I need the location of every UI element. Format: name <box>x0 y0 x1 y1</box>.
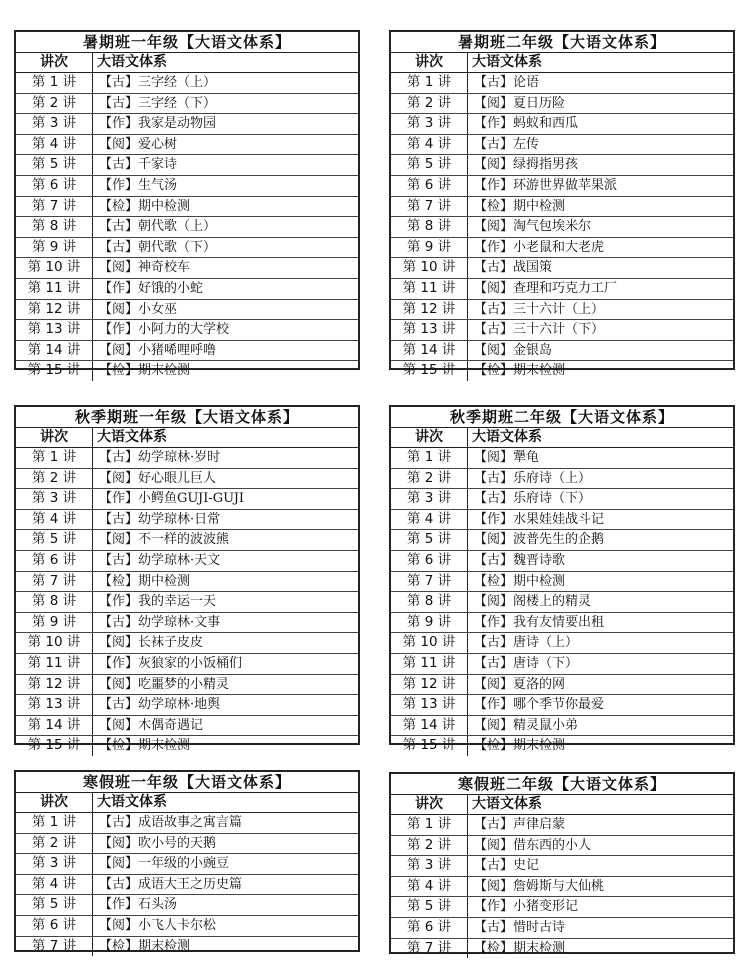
lecture-number: 第 13 讲 <box>391 695 468 715</box>
lecture-content: 【检】期末检测 <box>99 738 191 754</box>
table-body <box>16 448 358 756</box>
lecture-number: 第 6 讲 <box>16 551 93 571</box>
table-row <box>16 176 358 197</box>
curriculum-table-winter-grade1 <box>14 770 360 952</box>
table-row <box>391 94 733 115</box>
lecture-number: 第 7 讲 <box>391 572 468 592</box>
lecture-content: 【检】期末检测 <box>99 363 191 379</box>
table-row <box>16 633 358 654</box>
lecture-content: 【检】期末检测 <box>474 940 566 956</box>
lecture-content: 【阅】犟龟 <box>474 450 540 465</box>
table-header <box>391 795 733 815</box>
lecture-number: 第 2 讲 <box>16 834 93 854</box>
lecture-number: 第 1 讲 <box>391 448 468 468</box>
table-row <box>391 73 733 94</box>
lecture-content: 【古】唐诗（下） <box>474 655 579 671</box>
table-row <box>16 361 358 381</box>
table-header <box>16 53 358 73</box>
table-row <box>391 469 733 490</box>
lecture-number: 第 4 讲 <box>391 877 468 897</box>
column-header-lecture: 讲次 <box>391 53 468 72</box>
table-row <box>16 448 358 469</box>
table-row <box>391 856 733 877</box>
lecture-number: 第 8 讲 <box>391 592 468 612</box>
lecture-number: 第 10 讲 <box>391 633 468 653</box>
lecture-content: 【古】唐诗（上） <box>474 635 579 651</box>
lecture-content: 【检】期中检测 <box>474 573 566 589</box>
table-row <box>391 448 733 469</box>
lecture-content: 【作】环游世界做苹果派 <box>474 177 618 193</box>
table-row <box>16 94 358 115</box>
table-row <box>16 916 358 937</box>
lecture-content: 【古】左传 <box>474 136 540 152</box>
lecture-content: 【作】石头汤 <box>99 897 178 913</box>
lecture-content: 【作】小猪变形记 <box>474 899 579 915</box>
table-row <box>391 939 733 959</box>
lecture-number: 第 5 讲 <box>16 155 93 175</box>
lecture-number: 第 2 讲 <box>391 469 468 489</box>
table-row <box>16 854 358 875</box>
table-row <box>391 258 733 279</box>
table-row <box>391 197 733 218</box>
table-row <box>391 716 733 737</box>
table-row <box>391 815 733 836</box>
lecture-content: 【检】期末检测 <box>474 738 566 754</box>
table-row <box>16 592 358 613</box>
lecture-number: 第 5 讲 <box>391 530 468 550</box>
lecture-content: 【阅】波普先生的企鹅 <box>474 532 605 548</box>
lecture-number: 第 13 讲 <box>16 320 93 340</box>
lecture-number: 第 15 讲 <box>391 361 468 381</box>
lecture-content: 【阅】夏洛的网 <box>474 676 566 692</box>
lecture-number: 第 7 讲 <box>16 572 93 592</box>
table-row <box>16 895 358 916</box>
curriculum-table-winter-grade2 <box>389 772 735 954</box>
table-row <box>391 633 733 654</box>
table-header <box>16 793 358 813</box>
table-row <box>391 613 733 634</box>
lecture-content: 【阅】木偶奇遇记 <box>99 717 204 733</box>
lecture-content: 【阅】小女巫 <box>99 301 178 317</box>
table-row <box>16 73 358 94</box>
lecture-number: 第 3 讲 <box>16 854 93 874</box>
table-row <box>391 320 733 341</box>
lecture-number: 第 13 讲 <box>391 320 468 340</box>
lecture-content: 【阅】神奇校车 <box>99 260 191 276</box>
table-row <box>16 551 358 572</box>
column-header-content: 大语文体系 <box>97 794 167 810</box>
lecture-number: 第 13 讲 <box>16 695 93 715</box>
lecture-number: 第 3 讲 <box>391 856 468 876</box>
table-row <box>16 572 358 593</box>
lecture-content: 【古】朝代歌（下） <box>99 239 217 255</box>
table-header <box>391 53 733 73</box>
table-row <box>16 469 358 490</box>
lecture-content: 【古】幼学琼林·日常 <box>99 511 221 527</box>
lecture-content: 【古】三十六计（下） <box>474 322 605 338</box>
curriculum-table-summer-grade1 <box>14 30 360 379</box>
table-row <box>391 572 733 593</box>
lecture-number: 第 1 讲 <box>16 448 93 468</box>
column-header-content: 大语文体系 <box>472 429 542 445</box>
table-row <box>16 695 358 716</box>
table-row <box>16 341 358 362</box>
table-title: 寒假班二年级【大语文体系】 <box>391 774 733 795</box>
lecture-content: 【阅】淘气包埃米尔 <box>474 219 592 235</box>
lecture-content: 【作】灰狼家的小饭桶们 <box>99 655 243 671</box>
table-row <box>391 695 733 716</box>
table-row <box>391 176 733 197</box>
lecture-content: 【古】三字经（下） <box>99 95 217 111</box>
lecture-content: 【检】期末检测 <box>99 938 191 954</box>
table-row <box>16 238 358 259</box>
lecture-number: 第 6 讲 <box>16 916 93 936</box>
lecture-number: 第 3 讲 <box>391 114 468 134</box>
column-header-content: 大语文体系 <box>97 429 167 445</box>
table-body <box>16 73 358 381</box>
lecture-content: 【作】小鳄鱼GUJI-GUJI <box>99 491 245 507</box>
lecture-content: 【作】哪个季节你最爱 <box>474 697 605 713</box>
curriculum-table-summer-grade2 <box>389 30 735 379</box>
table-row <box>16 258 358 279</box>
table-row <box>16 530 358 551</box>
table-title: 暑期班一年级【大语文体系】 <box>16 32 358 53</box>
lecture-content: 【古】幼学琼林·岁时 <box>99 450 221 465</box>
table-title: 秋季期班一年级【大语文体系】 <box>16 407 358 428</box>
lecture-number: 第 9 讲 <box>391 238 468 258</box>
lecture-content: 【作】生气汤 <box>99 177 178 193</box>
lecture-content: 【作】小老鼠和大老虎 <box>474 239 605 255</box>
lecture-content: 【作】我的幸运一天 <box>99 594 217 610</box>
table-row <box>16 135 358 156</box>
lecture-number: 第 8 讲 <box>16 217 93 237</box>
table-row <box>16 217 358 238</box>
lecture-content: 【古】三字经（上） <box>99 75 217 90</box>
table-row <box>16 320 358 341</box>
table-row <box>391 675 733 696</box>
column-header-lecture: 讲次 <box>16 53 93 72</box>
table-row <box>391 361 733 381</box>
table-title: 暑期班二年级【大语文体系】 <box>391 32 733 53</box>
curriculum-table-autumn-grade2 <box>389 405 735 754</box>
lecture-number: 第 6 讲 <box>391 176 468 196</box>
table-row <box>391 341 733 362</box>
lecture-number: 第 12 讲 <box>391 675 468 695</box>
lecture-content: 【作】小阿力的大学校 <box>99 322 230 338</box>
lecture-number: 第 2 讲 <box>391 94 468 114</box>
lecture-content: 【古】乐府诗（下） <box>474 491 592 507</box>
lecture-number: 第 5 讲 <box>16 530 93 550</box>
lecture-content: 【阅】一年级的小豌豆 <box>99 856 230 872</box>
table-title: 秋季期班二年级【大语文体系】 <box>391 407 733 428</box>
table-body <box>391 73 733 381</box>
table-row <box>391 135 733 156</box>
table-row <box>16 279 358 300</box>
table-row <box>391 155 733 176</box>
table-header <box>391 428 733 448</box>
lecture-number: 第 1 讲 <box>391 73 468 93</box>
table-body <box>391 448 733 756</box>
table-row <box>391 897 733 918</box>
table-row <box>391 736 733 756</box>
lecture-number: 第 11 讲 <box>16 279 93 299</box>
table-row <box>16 834 358 855</box>
lecture-content: 【阅】小飞人卡尔松 <box>99 917 217 933</box>
lecture-content: 【作】蚂蚁和西瓜 <box>474 116 579 132</box>
lecture-number: 第 6 讲 <box>16 176 93 196</box>
lecture-content: 【古】成语故事之寓言篇 <box>99 815 243 830</box>
column-header-lecture: 讲次 <box>391 795 468 814</box>
lecture-content: 【古】成语大王之历史篇 <box>99 876 243 892</box>
curriculum-table-autumn-grade1 <box>14 405 360 754</box>
lecture-number: 第 7 讲 <box>16 197 93 217</box>
column-header-lecture: 讲次 <box>16 793 93 812</box>
lecture-content: 【阅】金银岛 <box>474 342 553 358</box>
lecture-content: 【古】幼学琼林·地舆 <box>99 697 221 713</box>
column-header-lecture: 讲次 <box>391 428 468 447</box>
table-row <box>16 675 358 696</box>
lecture-content: 【阅】长袜子皮皮 <box>99 635 204 651</box>
lecture-number: 第 14 讲 <box>391 716 468 736</box>
lecture-number: 第 14 讲 <box>16 341 93 361</box>
lecture-content: 【古】论语 <box>474 75 540 90</box>
lecture-number: 第 7 讲 <box>391 939 468 959</box>
lecture-number: 第 1 讲 <box>391 815 468 835</box>
table-header <box>16 428 358 448</box>
lecture-number: 第 6 讲 <box>391 918 468 938</box>
lecture-number: 第 4 讲 <box>391 135 468 155</box>
table-row <box>391 489 733 510</box>
lecture-content: 【阅】查理和巧克力工厂 <box>474 280 618 296</box>
table-row <box>16 716 358 737</box>
lecture-number: 第 10 讲 <box>16 258 93 278</box>
lecture-content: 【阅】夏日历险 <box>474 95 566 111</box>
table-row <box>391 510 733 531</box>
lecture-number: 第 12 讲 <box>16 300 93 320</box>
lecture-content: 【作】我家是动物园 <box>99 116 217 132</box>
lecture-number: 第 10 讲 <box>16 633 93 653</box>
table-row <box>16 155 358 176</box>
table-row <box>16 489 358 510</box>
lecture-number: 第 5 讲 <box>391 155 468 175</box>
table-row <box>16 510 358 531</box>
lecture-number: 第 10 讲 <box>391 258 468 278</box>
lecture-number: 第 7 讲 <box>16 937 93 957</box>
lecture-content: 【古】战国策 <box>474 260 553 276</box>
lecture-number: 第 5 讲 <box>391 897 468 917</box>
lecture-content: 【古】魏晋诗歌 <box>474 552 566 568</box>
lecture-number: 第 6 讲 <box>391 551 468 571</box>
table-row <box>391 592 733 613</box>
lecture-content: 【古】朝代歌（上） <box>99 219 217 235</box>
table-row <box>16 937 358 957</box>
lecture-number: 第 2 讲 <box>391 836 468 856</box>
lecture-number: 第 3 讲 <box>16 114 93 134</box>
table-title: 寒假班一年级【大语文体系】 <box>16 772 358 793</box>
lecture-number: 第 9 讲 <box>16 238 93 258</box>
lecture-number: 第 5 讲 <box>16 895 93 915</box>
lecture-content: 【检】期中检测 <box>99 573 191 589</box>
lecture-content: 【古】乐府诗（上） <box>474 470 592 486</box>
lecture-number: 第 15 讲 <box>16 361 93 381</box>
column-header-content: 大语文体系 <box>472 796 542 812</box>
table-row <box>391 279 733 300</box>
lecture-content: 【古】幼学琼林·文事 <box>99 614 221 630</box>
lecture-number: 第 14 讲 <box>391 341 468 361</box>
lecture-number: 第 8 讲 <box>16 592 93 612</box>
lecture-content: 【古】史记 <box>474 858 540 874</box>
lecture-content: 【检】期中检测 <box>474 198 566 214</box>
column-header-lecture: 讲次 <box>16 428 93 447</box>
lecture-content: 【作】我有友情要出租 <box>474 614 605 630</box>
table-row <box>16 736 358 756</box>
lecture-content: 【阅】爱心树 <box>99 136 178 152</box>
lecture-number: 第 4 讲 <box>16 135 93 155</box>
lecture-content: 【阅】阁楼上的精灵 <box>474 594 592 610</box>
table-row <box>16 613 358 634</box>
lecture-content: 【作】水果娃娃战斗记 <box>474 511 605 527</box>
lecture-content: 【阅】詹姆斯与大仙桃 <box>474 878 605 894</box>
table-row <box>16 813 358 834</box>
lecture-content: 【作】好饿的小蛇 <box>99 280 204 296</box>
column-header-content: 大语文体系 <box>472 54 542 70</box>
lecture-content: 【古】惜时古诗 <box>474 919 566 935</box>
table-row <box>391 836 733 857</box>
table-row <box>391 918 733 939</box>
lecture-number: 第 12 讲 <box>16 675 93 695</box>
lecture-content: 【古】千家诗 <box>99 157 178 173</box>
lecture-content: 【古】幼学琼林·天文 <box>99 552 221 568</box>
lecture-number: 第 9 讲 <box>16 613 93 633</box>
lecture-number: 第 3 讲 <box>16 489 93 509</box>
table-row <box>391 238 733 259</box>
lecture-content: 【阅】吹小号的天鹅 <box>99 835 217 851</box>
lecture-content: 【阅】不一样的波波熊 <box>99 532 230 548</box>
table-row <box>391 551 733 572</box>
table-row <box>16 875 358 896</box>
table-row <box>16 654 358 675</box>
lecture-content: 【检】期中检测 <box>99 198 191 214</box>
lecture-content: 【古】声律启蒙 <box>474 817 566 832</box>
table-row <box>16 300 358 321</box>
lecture-content: 【检】期末检测 <box>474 363 566 379</box>
lecture-number: 第 15 讲 <box>391 736 468 756</box>
lecture-number: 第 2 讲 <box>16 469 93 489</box>
table-row <box>391 654 733 675</box>
lecture-number: 第 8 讲 <box>391 217 468 237</box>
lecture-number: 第 1 讲 <box>16 73 93 93</box>
table-row <box>391 877 733 898</box>
lecture-content: 【阅】借东西的小人 <box>474 837 592 853</box>
lecture-content: 【阅】好心眼儿巨人 <box>99 470 217 486</box>
lecture-number: 第 4 讲 <box>16 510 93 530</box>
lecture-number: 第 1 讲 <box>16 813 93 833</box>
table-row <box>391 530 733 551</box>
table-row <box>391 300 733 321</box>
lecture-number: 第 11 讲 <box>391 654 468 674</box>
table-row <box>16 114 358 135</box>
lecture-number: 第 14 讲 <box>16 716 93 736</box>
lecture-number: 第 2 讲 <box>16 94 93 114</box>
lecture-content: 【阅】绿拇指男孩 <box>474 157 579 173</box>
lecture-number: 第 7 讲 <box>391 197 468 217</box>
lecture-content: 【阅】精灵鼠小弟 <box>474 717 579 733</box>
lecture-content: 【阅】吃噩梦的小精灵 <box>99 676 230 692</box>
table-row <box>391 114 733 135</box>
lecture-content: 【阅】小猪唏哩呼噜 <box>99 342 217 358</box>
lecture-number: 第 12 讲 <box>391 300 468 320</box>
lecture-number: 第 15 讲 <box>16 736 93 756</box>
lecture-number: 第 11 讲 <box>16 654 93 674</box>
lecture-content: 【古】三十六计（上） <box>474 301 605 317</box>
lecture-number: 第 9 讲 <box>391 613 468 633</box>
lecture-number: 第 4 讲 <box>16 875 93 895</box>
column-header-content: 大语文体系 <box>97 54 167 70</box>
lecture-number: 第 4 讲 <box>391 510 468 530</box>
table-body <box>16 813 358 956</box>
lecture-number: 第 11 讲 <box>391 279 468 299</box>
table-row <box>16 197 358 218</box>
table-body <box>391 815 733 958</box>
lecture-number: 第 3 讲 <box>391 489 468 509</box>
table-row <box>391 217 733 238</box>
